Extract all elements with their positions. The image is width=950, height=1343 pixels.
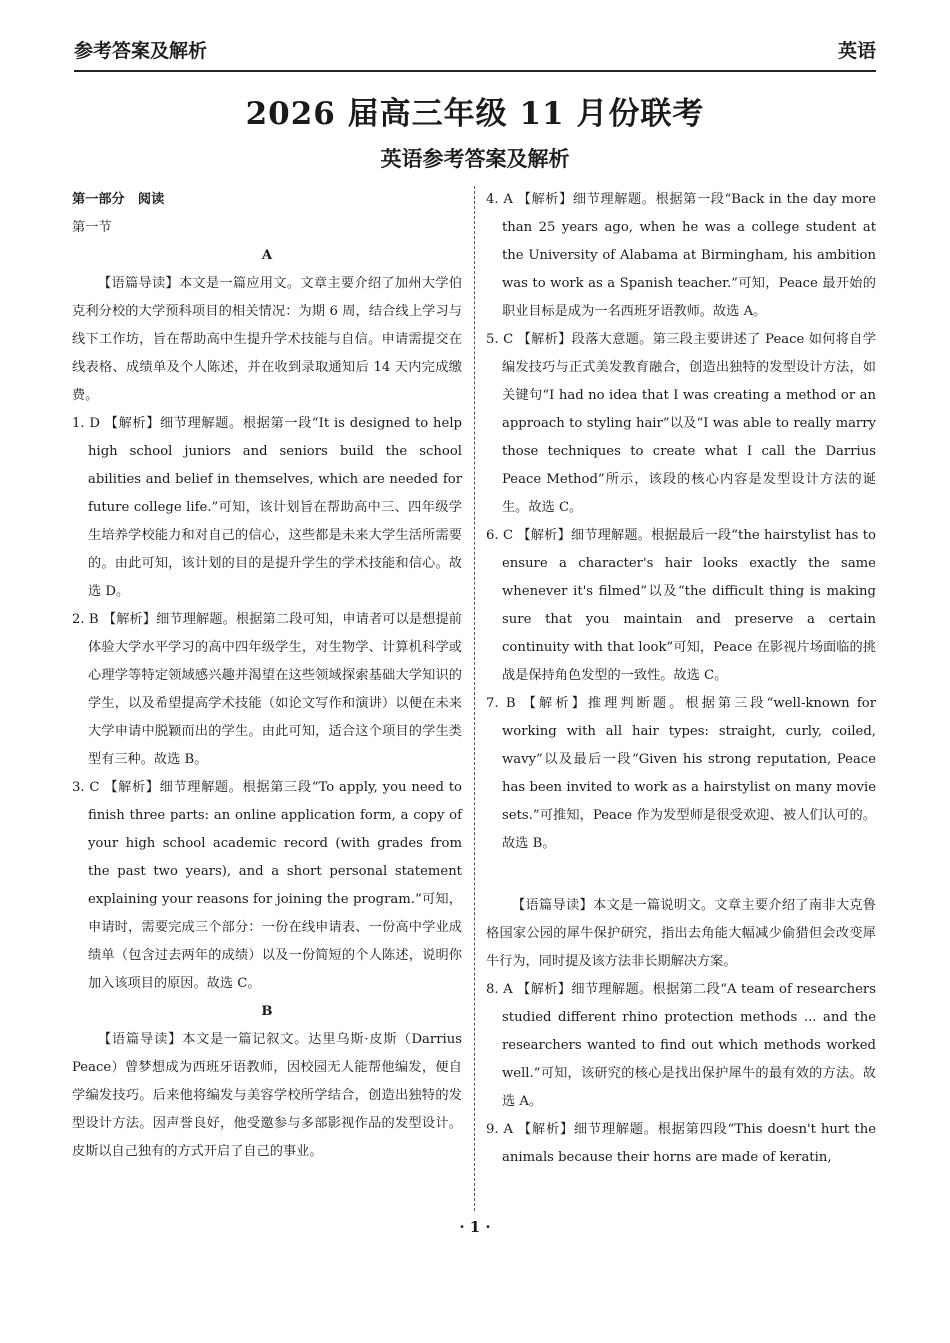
page-number: · 1 · xyxy=(459,1218,491,1236)
answer-item: 9. A 【解析】细节理解题。根据第四段“This doesn't hurt the animals because their horns are made of keratin, xyxy=(486,1122,876,1165)
answer-item: 8. A 【解析】细节理解题。根据第二段“A team of researchers studied different rhino protection methods ... and the researchers wanted to find out which methods worked well.”可知，该研究的核心是找出保护犀牛的最有效的方法。故选 A。 xyxy=(486,982,876,1109)
page-header xyxy=(74,30,876,72)
passage-b-intro: 【语篇导读】本文是一篇记叙文。达里乌斯·皮斯（Darrius Peace）曾梦想成为西班牙语教师，因校园无人能帮他编发，便自学编发技巧。后来他将编发与美容学校所学结合，创造出独特的发型设计方法。因声誉良好，他受邀参与多部影视作品的发型设计。皮斯以自己独有的方式开启了自己的事业。 xyxy=(72,1032,462,1159)
answer-item: 6. C 【解析】细节理解题。根据最后一段“the hairstylist has to ensure a character's hair looks exactly the same whenever it's filmed”以及“the difficult thing is making sure that you maintain and preserve a certain continuity with that look”可知，Peace 在影视片场面临的挑战是保持角色发型的一致性。故选 C。 xyxy=(486,528,876,683)
subsection-heading: 第一节 xyxy=(72,220,112,235)
right-column xyxy=(486,186,876,1172)
page-subtitle: 英语参考答案及解析 xyxy=(380,146,570,171)
passage-c-intro: 【语篇导读】本文是一篇说明文。文章主要介绍了南非大克鲁格国家公园的犀牛保护研究，指出去角能大幅减少偷猎但会改变犀牛行为，同时提及该方法非长期解决方案。 xyxy=(486,898,876,969)
answer-item: 4. A 【解析】细节理解题。根据第一段“Back in the day more than 25 years ago, when he was a college student at the University of Alabama at Birmingham, his ambition was to work as a Spanish teacher.”可知，Peace 最开始的职业目标是成为一名西班牙语教师。故选 A。 xyxy=(486,192,876,319)
page-title: 2026 届高三年级 11 月份联考 xyxy=(245,96,705,132)
section-heading: 第一部分 阅读 xyxy=(72,192,165,207)
passage-a-letter: A xyxy=(261,248,273,263)
passage-a-intro: 【语篇导读】本文是一篇应用文。文章主要介绍了加州大学伯克利分校的大学预科项目的相关情况：为期 6 周，结合线上学习与线下工作坊，旨在帮助高中生提升学术技能与自信。申请需提交在线表格、成绩单及个人陈述，并在收到录取通知后 14 天内完成缴费。 xyxy=(72,276,462,403)
answer-item: 7. B 【解析】推理判断题。根据第三段“well-known for working with all hair types: straight, curly, coiled, wavy”以及最后一段“Given his strong reputation, Peace has been invited to work as a hairstylist on many movie sets.”可推知，Peace 作为发型师是很受欢迎、被人们认可的。故选 B。 xyxy=(486,696,876,851)
header-left-label: 参考答案及解析 xyxy=(74,40,208,62)
answer-item: 5. C 【解析】段落大意题。第三段主要讲述了 Peace 如何将自学编发技巧与正式美发教育融合，创造出独特的发型设计方法，如关键句“I had no idea that I was creating a method or an approach to styling hair”以及“I was able to really marry those techniques to create what I call the Darrius Peace Method”所示，该段的核心内容是发型设计方法的诞生。故选 C。 xyxy=(486,332,876,515)
passage-b-letter: B xyxy=(261,1004,273,1019)
left-column xyxy=(72,186,462,1166)
header-subject-label: 英语 xyxy=(837,40,876,62)
answer-item: 2. B 【解析】细节理解题。根据第二段可知，申请者可以是想提前体验大学水平学习的高中四年级学生，对生物学、计算机科学或心理学等特定领域感兴趣并渴望在这些领域探索基础大学知识的学生，以及希望提高学术技能（如论文写作和演讲）以便在未来大学申请中脱颖而出的学生。由此可知，适合这个项目的学生类型有三种。故选 B。 xyxy=(72,612,462,767)
answer-item: 3. C 【解析】细节理解题。根据第三段“To apply, you need to finish three parts: an online application form, a copy of your high school academic record (with grades from the past two years), and a short personal statement explaining your reasons for joining the program.”可知，申请时，需要完成三个部分：一份在线申请表、一份高中学业成绩单（包含过去两年的成绩）以及一份简短的个人陈述，说明你加入该项目的原因。故选 C。 xyxy=(72,780,462,991)
column-divider xyxy=(474,186,475,1211)
answer-item: 1. D 【解析】细节理解题。根据第一段“It is designed to help high school juniors and seniors build the school abilities and belief in themselves, which are needed for future college life.”可知，该计划旨在帮助高中三、四年级学生培养学校能力和对自己的信心，这些都是未来大学生活所需要的。由此可知，该计划的目的是提升学生的学术技能和信心。故选 D。 xyxy=(72,416,462,599)
